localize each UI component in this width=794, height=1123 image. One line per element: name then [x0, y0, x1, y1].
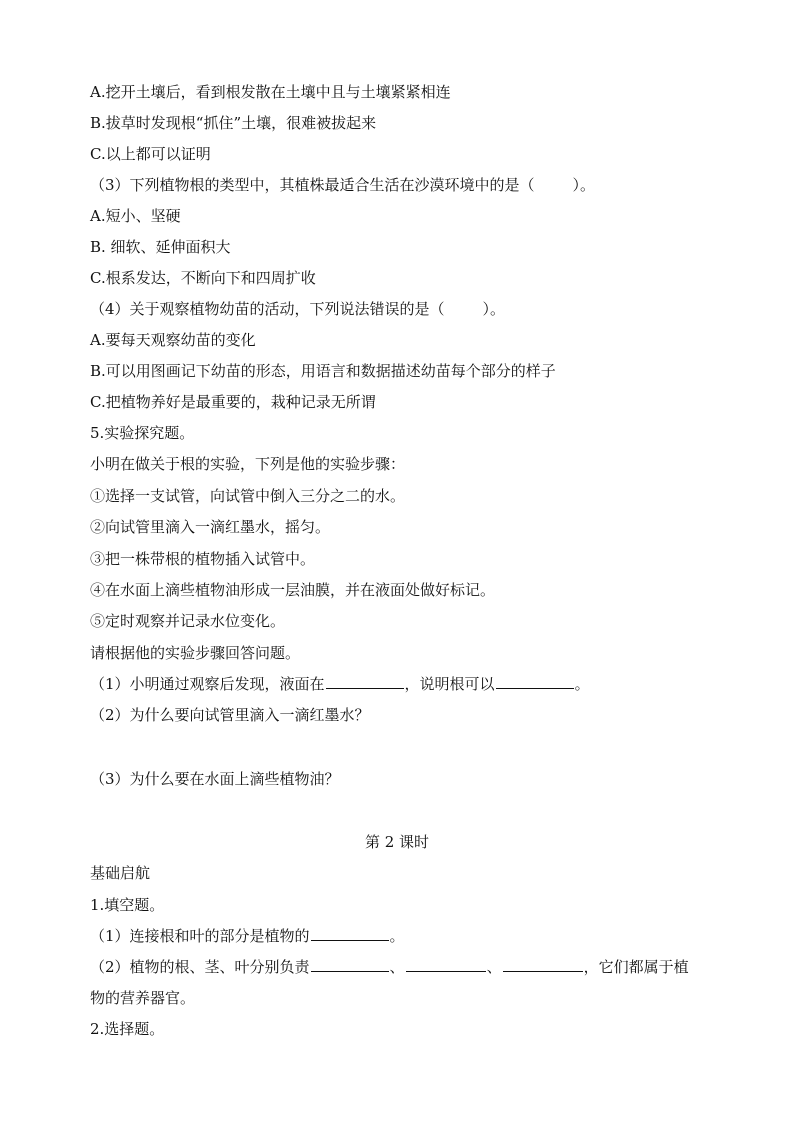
paragraph-line	[90, 643, 300, 663]
question-text-end: ）。	[572, 176, 596, 194]
fill-blank[interactable]	[311, 957, 389, 972]
step-text: ⑤定时观察并记录水位变化。	[90, 612, 286, 630]
option-text: B.可以用图画记下幼苗的形态，用语言和数据描述幼苗每个部分的样子	[90, 362, 556, 380]
step-line	[90, 549, 315, 569]
option-line	[90, 206, 181, 226]
fill-blank[interactable]	[503, 957, 583, 972]
question-line	[90, 769, 340, 789]
question-text: （1）小明通过观察后发现，液面在	[90, 675, 325, 693]
step-line	[90, 517, 330, 537]
option-text: A.挖开土壤后，看到根发散在土壤中且与土壤紧紧相连	[90, 83, 451, 101]
question-line	[90, 674, 590, 694]
question-line	[90, 175, 595, 195]
fill-blank[interactable]	[496, 674, 574, 689]
option-text: A.短小、坚硬	[90, 207, 181, 225]
step-line	[90, 611, 285, 631]
question-text: （1）连接根和叶的部分是植物的	[90, 927, 310, 945]
paragraph-text: 请根据他的实验步骤回答问题。	[90, 644, 301, 662]
fill-blank[interactable]	[311, 926, 389, 941]
option-line	[90, 144, 211, 164]
option-line	[90, 237, 231, 257]
paragraph-text: 小明在做关于根的实验，下列是他的实验步骤：	[90, 455, 406, 473]
question-line	[90, 926, 405, 946]
option-text: C.以上都可以证明	[90, 145, 211, 163]
question-text: （3）下列植物根的类型中，其植株最适合生活在沙漠环境中的是（	[90, 176, 535, 194]
step-line	[90, 580, 495, 600]
option-line	[90, 113, 376, 133]
question-text: （4）关于观察植物幼苗的活动，下列说法错误的是（	[90, 300, 445, 318]
option-line	[90, 330, 256, 350]
option-line	[90, 268, 316, 288]
option-text: C.把植物养好是最重要的，栽种记录无所谓	[90, 393, 376, 411]
question-line	[90, 705, 370, 725]
lesson-title-text: 第 2 课时	[364, 833, 430, 851]
step-text: ②向试管里滴入一滴红墨水，摇匀。	[90, 518, 331, 536]
section-heading	[90, 895, 164, 915]
step-text: ④在水面上滴些植物油形成一层油膜，并在液面处做好标记。	[90, 581, 496, 599]
question-line	[90, 299, 505, 319]
question-text: （3）为什么要在水面上滴些植物油？	[90, 770, 340, 788]
option-line	[90, 361, 556, 381]
option-text: C.根系发达，不断向下和四周扩收	[90, 269, 316, 287]
step-text: ③把一株带根的植物插入试管中。	[90, 550, 316, 568]
paragraph-line	[90, 454, 405, 474]
section-heading-text: 1.填空题。	[90, 896, 165, 914]
question-text-end: ，它们都属于植	[583, 958, 689, 976]
section-heading-text: 2.选择题。	[90, 1020, 165, 1038]
option-text: A.要每天观察幼苗的变化	[90, 331, 256, 349]
option-text: B. 细软、延伸面积大	[90, 238, 231, 256]
section-heading	[90, 1019, 164, 1039]
section-heading-text: 5.实验探究题。	[90, 424, 195, 442]
step-text: ①选择一支试管，向试管中倒入三分之二的水。	[90, 487, 406, 505]
section-heading	[90, 423, 194, 443]
question-text-end: ）。	[482, 300, 506, 318]
step-line	[90, 486, 405, 506]
fill-blank[interactable]	[406, 957, 486, 972]
question-line	[90, 957, 689, 977]
question-text: （2）植物的根、茎、叶分别负责	[90, 958, 310, 976]
separator-text: 、	[486, 958, 502, 976]
section-heading-text: 基础启航	[90, 864, 151, 882]
option-line	[90, 82, 451, 102]
separator-text: 、	[389, 958, 405, 976]
option-text: B.拔草时发现根“抓住”土壤，很难被拔起来	[90, 114, 377, 132]
question-text-end: 。	[389, 927, 405, 945]
fill-blank[interactable]	[326, 674, 404, 689]
section-heading	[90, 863, 150, 883]
question-text-end: 。	[574, 675, 590, 693]
option-line	[90, 392, 376, 412]
lesson-title	[0, 832, 794, 852]
paragraph-text: 物的营养器官。	[90, 989, 196, 1007]
question-text-mid: ，说明根可以	[404, 675, 495, 693]
paragraph-line	[90, 988, 195, 1008]
question-text: （2）为什么要向试管里滴入一滴红墨水？	[90, 706, 370, 724]
